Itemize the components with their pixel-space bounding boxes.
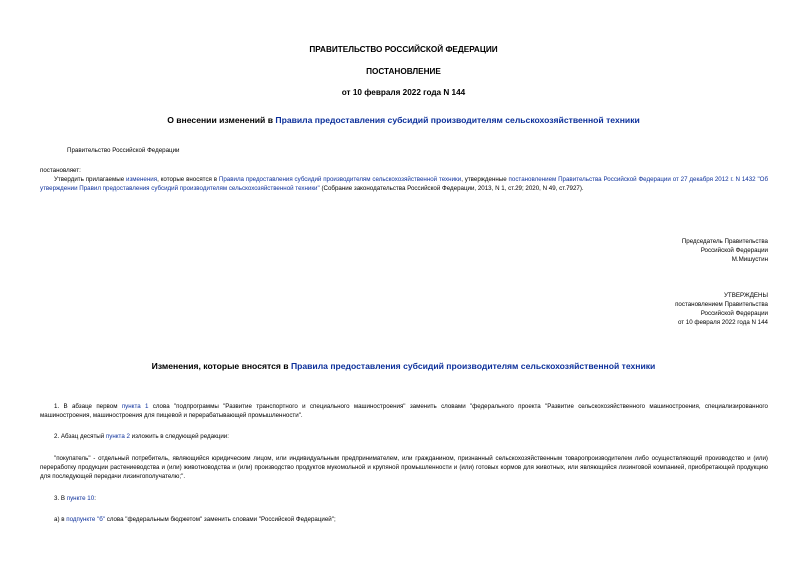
- text-fragment: 1. В абзаце первом: [54, 403, 122, 410]
- change-item-3: [54, 494, 96, 503]
- text-fragment: (Собрание законодательства Российской Федерации, 2013, N 1, ст.29; 2020, N 49, ст.7927).: [319, 185, 584, 192]
- signature-country: Российской Федерации: [700, 247, 768, 254]
- approved-country: Российской Федерации: [700, 310, 768, 317]
- rules-link[interactable]: Правила предоставления субсидий производителям сельскохозяйственной техники: [275, 115, 640, 125]
- rules-link-inline[interactable]: Правила предоставления субсидий производителям сельскохозяйственной техники: [218, 176, 462, 183]
- signature-position: Председатель Правительства: [681, 238, 768, 245]
- document-title-prefix: О внесении изменений в: [167, 115, 276, 125]
- quoted-definition: "покупатель" - отдельный потребитель, являющийся юридическим лицом, или индивидуальным предпринимателем, или гражданином, признанный сельскохозяйственным товаропроизводителем либо осуществляющий производство и (или) переработку продукции растениеводства и (или) животноводства и (или) производство продуктов мукомольной и крупяной промышленности и (или) готовых кормов для животных, или являющийся лизинговой компанией, приобретающей продукцию для последующей передачи лизингополучателю;".: [40, 455, 768, 480]
- text-fragment: а) в: [54, 516, 67, 523]
- point-10-link[interactable]: пункте 10: [66, 495, 95, 502]
- text-fragment: изложить в следующей редакции:: [129, 433, 229, 440]
- point-2-link[interactable]: пункта 2: [105, 433, 130, 440]
- approved-block: [560, 291, 768, 327]
- decides-text: постановляет:: [40, 167, 81, 174]
- text-fragment: , которые вносятся в: [157, 176, 219, 183]
- change-item-2: [54, 432, 229, 441]
- text-fragment: слова "федеральным бюджетом" заменить словами "Российской Федерацией";: [105, 516, 336, 523]
- paragraph-approve: [40, 175, 768, 193]
- changes-title: [0, 361, 807, 371]
- document-title: [0, 115, 807, 125]
- approved-label: УТВЕРЖДЕНЫ: [724, 292, 768, 299]
- signature-block: [560, 237, 768, 264]
- document-date-number: от 10 февраля 2022 года N 144: [341, 88, 466, 97]
- text-fragment: 2. Абзац десятый: [54, 433, 106, 440]
- issuer-text: Правительство Российской Федерации: [67, 147, 180, 154]
- point-1-link[interactable]: пункта 1: [121, 403, 149, 410]
- signature-name: М.Мишустин: [731, 256, 768, 263]
- subpoint-b-link[interactable]: подпункте "б": [66, 516, 105, 523]
- text-fragment: Утвердить прилагаемые: [54, 176, 126, 183]
- text-fragment: , утвержденные: [461, 176, 509, 183]
- government-heading: ПРАВИТЕЛЬСТВО РОССИЙСКОЙ ФЕДЕРАЦИИ: [309, 45, 498, 54]
- changes-link[interactable]: изменения: [125, 176, 158, 183]
- change-item-3a: [54, 515, 336, 524]
- approved-by: постановлением Правительства: [675, 301, 768, 308]
- document-type: ПОСТАНОВЛЕНИЕ: [366, 67, 441, 76]
- resolution-link[interactable]: постановлением Правительства Российской Федерации от 27 декабря 2012 г. N 1432 "Об утверждении Правил предоставления субсидий производителям сельскохозяйственной техники": [40, 176, 768, 192]
- approved-date: от 10 февраля 2022 года N 144: [677, 319, 768, 326]
- changes-rules-link[interactable]: Правила предоставления субсидий производителям сельскохозяйственной техники: [290, 361, 656, 371]
- text-fragment: :: [94, 495, 96, 502]
- text-fragment: 3. В: [54, 495, 67, 502]
- change-item-1: [40, 402, 768, 420]
- text-fragment: слова "подпрограммы "Развитие транспортного и специального машиностроения" заменить словами "федерального проекта "Развитие сельскохозяйственного машиностроения, специализированного машиностроения, машиностроения для пищевой и перерабатывающей промышленности".: [40, 403, 768, 419]
- changes-title-prefix: Изменения, которые вносятся в: [151, 361, 291, 371]
